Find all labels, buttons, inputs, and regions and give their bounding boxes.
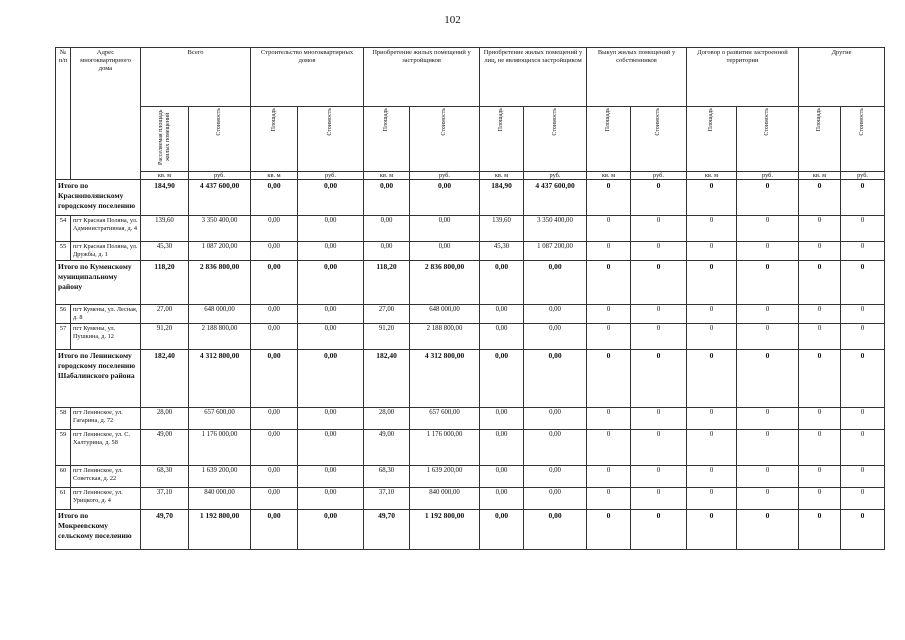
value-cell: 0,00 — [524, 261, 587, 305]
value-cell: 0,00 — [480, 488, 524, 510]
header-sub-label: Стоимость — [327, 108, 334, 136]
value-cell: 49,70 — [141, 510, 189, 550]
value-cell: 0 — [687, 350, 737, 408]
value-cell: 45,30 — [141, 242, 189, 261]
value-cell: 0 — [799, 430, 841, 466]
value-cell: 28,00 — [141, 408, 189, 430]
value-cell: 0 — [841, 408, 885, 430]
value-cell: 0 — [841, 216, 885, 242]
value-cell: 0,00 — [298, 305, 364, 324]
header-sub-7 — [524, 107, 587, 172]
value-cell: 1 176 000,00 — [189, 430, 251, 466]
value-cell: 4 312 800,00 — [189, 350, 251, 408]
row-address: пгт Кумены, ул. Пушкина, д. 12 — [71, 324, 141, 350]
value-cell: 0,00 — [524, 408, 587, 430]
value-cell: 27,00 — [364, 305, 410, 324]
total-label: Итого по Куменскому муниципальному району — [56, 261, 141, 305]
value-cell: 0,00 — [524, 305, 587, 324]
value-cell: 0 — [841, 180, 885, 216]
header-sub-3 — [298, 107, 364, 172]
value-cell: 0 — [587, 466, 631, 488]
value-cell: 0,00 — [251, 261, 298, 305]
value-cell: 0,00 — [524, 324, 587, 350]
resettlement-table — [55, 47, 885, 550]
value-cell: 0 — [799, 324, 841, 350]
row-address: пгт Ленинское, ул. С. Халтурина, д. 58 — [71, 430, 141, 466]
value-cell: 0 — [631, 350, 687, 408]
value-cell: 0 — [631, 510, 687, 550]
header-group-developers: Приобретение жилых помещений у застройщиков — [364, 48, 480, 107]
row-number: 57 — [56, 324, 71, 350]
value-cell: 0,00 — [524, 466, 587, 488]
header-sub-2 — [251, 107, 298, 172]
value-cell: 0,00 — [480, 430, 524, 466]
value-cell: 68,30 — [364, 466, 410, 488]
value-cell: 0,00 — [251, 324, 298, 350]
value-cell: 182,40 — [364, 350, 410, 408]
header-sub-label: Стоимость — [441, 108, 448, 136]
value-cell: 0,00 — [524, 350, 587, 408]
header-sub-label: Площадь — [383, 108, 390, 132]
table-row — [56, 488, 885, 510]
header-sub-label: Площадь — [708, 108, 715, 132]
header-sub-10 — [687, 107, 737, 172]
total-row — [56, 510, 885, 550]
page-number: 102 — [444, 14, 461, 26]
value-cell: 0 — [587, 488, 631, 510]
value-cell: 0,00 — [251, 510, 298, 550]
value-cell: 37,10 — [364, 488, 410, 510]
value-cell: 657 600,00 — [410, 408, 480, 430]
header-sub-label: Площадь — [270, 108, 277, 132]
row-address: пгт Красная Поляна, ул. Дружбы, д. 1 — [71, 242, 141, 261]
value-cell: 0,00 — [251, 350, 298, 408]
value-cell: 0,00 — [251, 180, 298, 216]
value-cell: 0,00 — [298, 216, 364, 242]
header-sub-4 — [364, 107, 410, 172]
header-sub-label: Расселяемая площадь жилых помещений — [157, 109, 171, 165]
header-sub-label: Стоимость — [655, 108, 662, 136]
value-cell: 0,00 — [251, 305, 298, 324]
value-cell: 0 — [631, 180, 687, 216]
value-cell: 0 — [687, 242, 737, 261]
value-cell: 0 — [737, 488, 799, 510]
value-cell: 184,90 — [141, 180, 189, 216]
value-cell: 0,00 — [298, 510, 364, 550]
value-cell: 91,20 — [141, 324, 189, 350]
value-cell: 0 — [687, 466, 737, 488]
value-cell: 2 188 800,00 — [189, 324, 251, 350]
value-cell: 0 — [737, 350, 799, 408]
value-cell: 0 — [841, 305, 885, 324]
value-cell: 0 — [799, 180, 841, 216]
value-cell: 0,00 — [480, 466, 524, 488]
value-cell: 3 350 400,00 — [524, 216, 587, 242]
value-cell: 0 — [631, 466, 687, 488]
row-number: 60 — [56, 466, 71, 488]
total-label: Итого по Ленинскому городскому поселению Шабалинского района — [56, 350, 141, 408]
value-cell: 0 — [737, 510, 799, 550]
header-address: Адрес многоквартирного дома — [71, 48, 141, 180]
value-cell: 0 — [687, 488, 737, 510]
value-cell: 0 — [687, 180, 737, 216]
row-number: 56 — [56, 305, 71, 324]
value-cell: 0,00 — [298, 488, 364, 510]
unit-cell: руб. — [737, 172, 799, 180]
header-sub-label: Стоимость — [859, 108, 866, 136]
value-cell: 0 — [587, 430, 631, 466]
value-cell: 4 312 800,00 — [410, 350, 480, 408]
row-number: 59 — [56, 430, 71, 466]
header-group-buyout: Выкуп жилых помещений у собственников — [587, 48, 687, 107]
value-cell: 0,00 — [480, 324, 524, 350]
value-cell: 0 — [587, 261, 631, 305]
header-sub-label: Площадь — [816, 108, 823, 132]
value-cell: 0,00 — [251, 242, 298, 261]
value-cell: 0,00 — [524, 488, 587, 510]
value-cell: 0 — [631, 305, 687, 324]
table-row — [56, 324, 885, 350]
value-cell: 0,00 — [480, 305, 524, 324]
row-number: 55 — [56, 242, 71, 261]
value-cell: 49,00 — [364, 430, 410, 466]
value-cell: 0 — [737, 261, 799, 305]
value-cell: 0,00 — [298, 261, 364, 305]
value-cell: 0 — [799, 350, 841, 408]
value-cell: 0 — [737, 180, 799, 216]
value-cell: 0 — [687, 408, 737, 430]
value-cell: 3 350 400,00 — [189, 216, 251, 242]
value-cell: 0,00 — [364, 242, 410, 261]
value-cell: 0,00 — [298, 180, 364, 216]
value-cell: 0,00 — [364, 180, 410, 216]
table-row — [56, 216, 885, 242]
value-cell: 840 000,00 — [189, 488, 251, 510]
row-address: пгт Ленинское, ул. Советская, д. 22 — [71, 466, 141, 488]
value-cell: 0 — [631, 261, 687, 305]
value-cell: 0 — [737, 430, 799, 466]
value-cell: 0,00 — [251, 430, 298, 466]
value-cell: 0,00 — [298, 350, 364, 408]
table-row — [56, 305, 885, 324]
value-cell: 1 192 800,00 — [189, 510, 251, 550]
row-address: пгт Красная Поляна, ул. Административная, д. 4 — [71, 216, 141, 242]
value-cell: 68,30 — [141, 466, 189, 488]
header-row-units — [56, 172, 885, 180]
value-cell: 0,00 — [524, 510, 587, 550]
header-sub-label: Площадь — [498, 108, 505, 132]
value-cell: 648 000,00 — [189, 305, 251, 324]
value-cell: 182,40 — [141, 350, 189, 408]
unit-cell: кв. м — [799, 172, 841, 180]
value-cell: 0 — [841, 261, 885, 305]
header-group-development-contract: Договор о развитии застроенной территории — [687, 48, 799, 107]
total-row — [56, 350, 885, 408]
value-cell: 1 087 200,00 — [524, 242, 587, 261]
unit-cell: руб. — [189, 172, 251, 180]
value-cell: 1 192 800,00 — [410, 510, 480, 550]
value-cell: 45,30 — [480, 242, 524, 261]
row-number: 54 — [56, 216, 71, 242]
header-sub-13 — [841, 107, 885, 172]
value-cell: 2 836 800,00 — [189, 261, 251, 305]
value-cell: 0,00 — [410, 216, 480, 242]
value-cell: 0 — [799, 305, 841, 324]
value-cell: 2 836 800,00 — [410, 261, 480, 305]
value-cell: 840 000,00 — [410, 488, 480, 510]
unit-cell: кв. м — [141, 172, 189, 180]
value-cell: 139,60 — [141, 216, 189, 242]
value-cell: 4 437 600,00 — [189, 180, 251, 216]
value-cell: 184,90 — [480, 180, 524, 216]
table-row — [56, 242, 885, 261]
unit-cell: кв. м — [587, 172, 631, 180]
unit-cell: кв. м — [251, 172, 298, 180]
header-sub-11 — [737, 107, 799, 172]
value-cell: 0,00 — [410, 180, 480, 216]
header-group-other: Другие — [799, 48, 885, 107]
header-group-construction: Строительство многоквартирных домов — [251, 48, 364, 107]
value-cell: 0 — [687, 305, 737, 324]
value-cell: 0 — [841, 488, 885, 510]
value-cell: 0,00 — [410, 242, 480, 261]
unit-cell: руб. — [298, 172, 364, 180]
value-cell: 28,00 — [364, 408, 410, 430]
value-cell: 0,00 — [298, 430, 364, 466]
header-sub-0 — [141, 107, 189, 172]
header-row-sub — [56, 107, 885, 172]
value-cell: 118,20 — [364, 261, 410, 305]
table-body — [56, 180, 885, 550]
value-cell: 0 — [587, 408, 631, 430]
value-cell: 0 — [631, 216, 687, 242]
value-cell: 0 — [799, 216, 841, 242]
value-cell: 0 — [687, 510, 737, 550]
value-cell: 4 437 600,00 — [524, 180, 587, 216]
value-cell: 0,00 — [251, 466, 298, 488]
value-cell: 0 — [841, 466, 885, 488]
value-cell: 0 — [799, 510, 841, 550]
value-cell: 0,00 — [480, 261, 524, 305]
value-cell: 0,00 — [298, 324, 364, 350]
value-cell: 0 — [631, 408, 687, 430]
unit-cell: руб. — [524, 172, 587, 180]
row-address: пгт Кумены, ул. Лесная, д. 8 — [71, 305, 141, 324]
header-sub-label: Площадь — [605, 108, 612, 132]
header-no: № п/п — [56, 48, 71, 180]
unit-cell: кв. м — [480, 172, 524, 180]
value-cell: 0,00 — [251, 488, 298, 510]
header-sub-label: Стоимость — [764, 108, 771, 136]
value-cell: 0 — [799, 408, 841, 430]
unit-cell: руб. — [841, 172, 885, 180]
total-row — [56, 261, 885, 305]
total-label: Итого по Мокреевскому сельскому поселению — [56, 510, 141, 550]
row-address: пгт Ленинское, ул. Урицкого, д. 4 — [71, 488, 141, 510]
value-cell: 0 — [841, 350, 885, 408]
header-sub-8 — [587, 107, 631, 172]
header-row-groups — [56, 48, 885, 107]
value-cell: 0,00 — [298, 242, 364, 261]
value-cell: 1 639 200,00 — [410, 466, 480, 488]
value-cell: 0 — [587, 350, 631, 408]
header-group-total: Всего — [141, 48, 251, 107]
unit-cell: кв. м — [364, 172, 410, 180]
value-cell: 0 — [631, 242, 687, 261]
value-cell: 0,00 — [364, 216, 410, 242]
value-cell: 657 600,00 — [189, 408, 251, 430]
value-cell: 0,00 — [298, 408, 364, 430]
table-row — [56, 430, 885, 466]
unit-cell: руб. — [631, 172, 687, 180]
value-cell: 0 — [737, 324, 799, 350]
value-cell: 0 — [687, 216, 737, 242]
value-cell: 0,00 — [524, 430, 587, 466]
unit-cell: кв. м — [687, 172, 737, 180]
value-cell: 49,00 — [141, 430, 189, 466]
header-sub-label: Стоимость — [216, 108, 222, 136]
value-cell: 0 — [737, 408, 799, 430]
header-sub-1 — [189, 107, 251, 172]
value-cell: 0,00 — [298, 466, 364, 488]
header-sub-12 — [799, 107, 841, 172]
value-cell: 0 — [841, 324, 885, 350]
row-address: пгт Ленинское, ул. Гагарина, д. 72 — [71, 408, 141, 430]
total-row — [56, 180, 885, 216]
value-cell: 0 — [841, 430, 885, 466]
value-cell: 0 — [687, 430, 737, 466]
table-row — [56, 466, 885, 488]
value-cell: 37,10 — [141, 488, 189, 510]
value-cell: 0 — [587, 324, 631, 350]
unit-cell: руб. — [410, 172, 480, 180]
value-cell: 1 087 200,00 — [189, 242, 251, 261]
value-cell: 0 — [587, 242, 631, 261]
value-cell: 2 188 800,00 — [410, 324, 480, 350]
value-cell: 0 — [687, 324, 737, 350]
value-cell: 0,00 — [480, 350, 524, 408]
table-row — [56, 408, 885, 430]
row-number: 61 — [56, 488, 71, 510]
value-cell: 0,00 — [480, 408, 524, 430]
header-sub-6 — [480, 107, 524, 172]
value-cell: 139,60 — [480, 216, 524, 242]
value-cell: 91,20 — [364, 324, 410, 350]
value-cell: 118,20 — [141, 261, 189, 305]
value-cell: 0 — [587, 180, 631, 216]
value-cell: 0 — [687, 261, 737, 305]
value-cell: 0 — [737, 305, 799, 324]
value-cell: 0 — [631, 324, 687, 350]
header-sub-label: Стоимость — [551, 108, 558, 136]
header-sub-9 — [631, 107, 687, 172]
value-cell: 0 — [631, 430, 687, 466]
value-cell: 1 639 200,00 — [189, 466, 251, 488]
value-cell: 0 — [587, 510, 631, 550]
value-cell: 648 000,00 — [410, 305, 480, 324]
value-cell: 0 — [799, 466, 841, 488]
value-cell: 0,00 — [251, 216, 298, 242]
value-cell: 0 — [587, 305, 631, 324]
value-cell: 0 — [737, 466, 799, 488]
value-cell: 27,00 — [141, 305, 189, 324]
value-cell: 0 — [841, 242, 885, 261]
value-cell: 0 — [737, 216, 799, 242]
total-label: Итого по Краснополянскому городскому поселению — [56, 180, 141, 216]
value-cell: 0,00 — [251, 408, 298, 430]
value-cell: 0 — [799, 261, 841, 305]
row-number: 58 — [56, 408, 71, 430]
value-cell: 0 — [799, 488, 841, 510]
header-sub-5 — [410, 107, 480, 172]
value-cell: 0 — [631, 488, 687, 510]
value-cell: 0 — [799, 242, 841, 261]
value-cell: 0 — [841, 510, 885, 550]
value-cell: 1 176 000,00 — [410, 430, 480, 466]
value-cell: 49,70 — [364, 510, 410, 550]
value-cell: 0,00 — [480, 510, 524, 550]
value-cell: 0 — [737, 242, 799, 261]
value-cell: 0 — [587, 216, 631, 242]
header-group-non-developers: Приобретение жилых помещений у лиц, не являющихся застройщиком — [480, 48, 587, 107]
